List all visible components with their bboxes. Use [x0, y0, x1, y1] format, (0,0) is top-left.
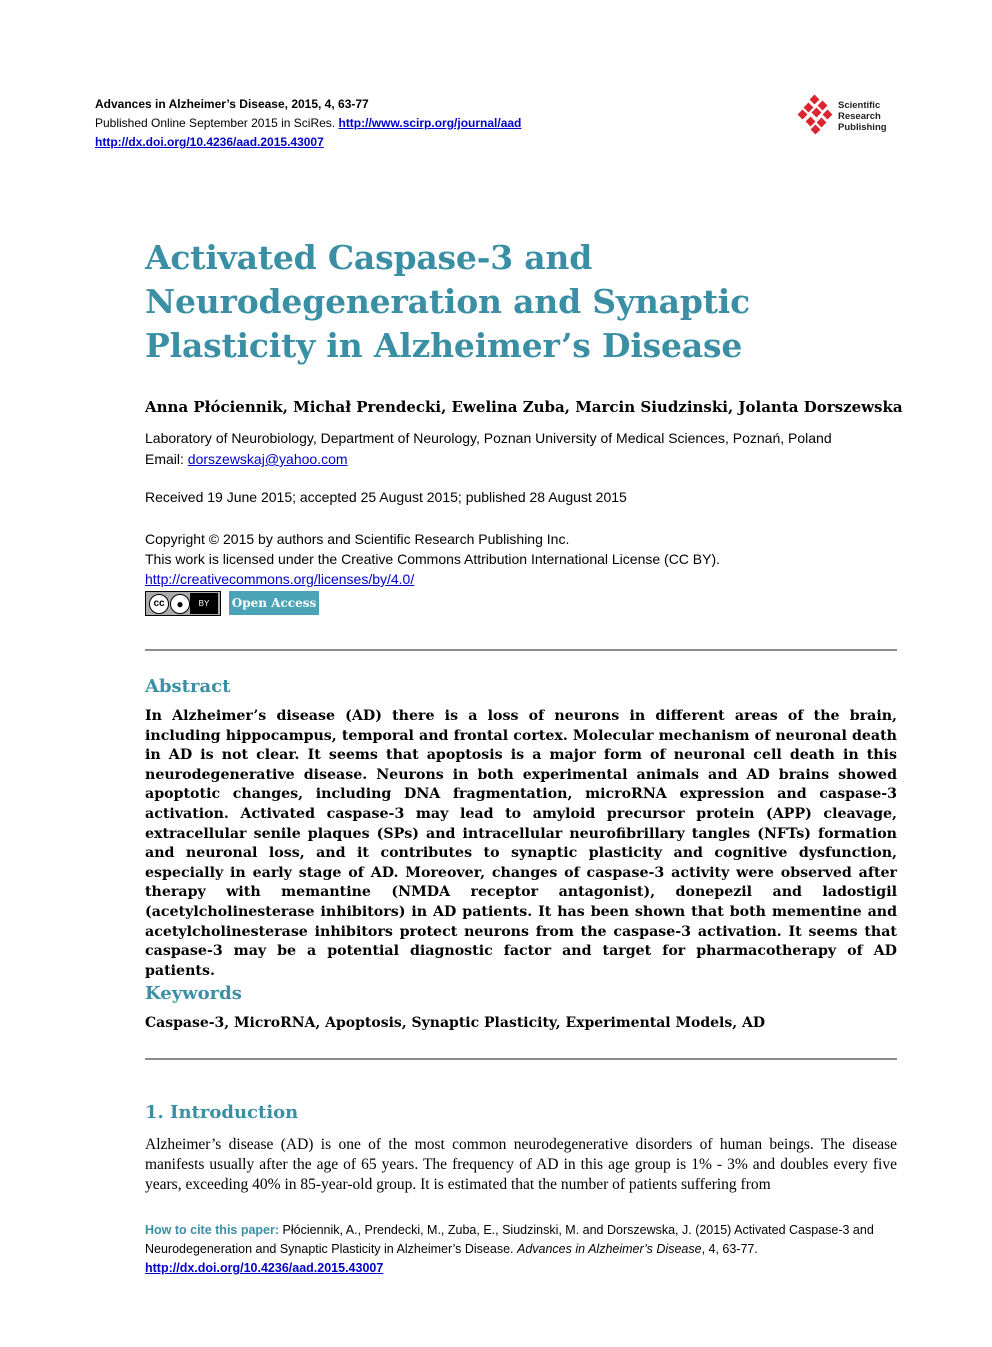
affiliation: Laboratory of Neurobiology, Department of Neurology, Poznan University of Medical Sciences, Poznań, Poland — [145, 430, 832, 446]
copyright-line: Copyright © 2015 by authors and Scientific Research Publishing Inc. — [145, 531, 570, 547]
copyright-block — [145, 529, 720, 589]
introduction-heading: 1. Introduction — [145, 1102, 299, 1123]
by-label: BY — [190, 593, 218, 614]
logo-text — [838, 100, 887, 133]
how-to-cite — [145, 1221, 897, 1278]
author-list: Anna Płóciennik, Michał Prendecki, Ewelina Zuba, Marcin Siudzinski, Jolanta Dorszewska — [145, 398, 903, 416]
journal-header — [95, 95, 521, 152]
logo-line-3: Publishing — [838, 122, 887, 133]
email-link[interactable]: dorszewskaj@yahoo.com — [187, 451, 348, 467]
abstract-text: In Alzheimer’s disease (AD) there is a loss of neurons in different areas of the brain, including hippocampus, temporal and frontal cortex. Molecular mechanism of neuronal death in AD is not clear. It seems that apoptosis is a major form of neuronal cell death in this neurodegenerative disease. Neurons in both experimental animals and AD brains showed apoptotic changes, including DNA fragmentation, microRNA expression and caspase-3 activation. Activated caspase-3 may lead to amyloid precursor protein (APP) cleavage, extracellular senile plaques (SPs) and intracellular neurofibrillary tangles (NFTs) formation and neuronal loss, and it contributes to synaptic plasticity and cognitive dysfunction, especially in early stage of AD. Moreover, changes of caspase-3 activity were observed after therapy with memantine (NMDA receptor antagonist), donepezil and ladostigil (acetylcholinesterase inhibitors) in AD patients. It has been shown that both mementine and acetylcholinesterase inhibitors protect neurons from the caspase-3 activation. It seems that caspase-3 may be a potential diagnostic factor and target for pharmacotherapy of AD patients. — [145, 708, 897, 979]
journal-url-link[interactable]: http://www.scirp.org/journal/aad — [338, 116, 522, 130]
cc-icon: cc — [149, 594, 169, 614]
keywords-heading: Keywords — [145, 983, 242, 1004]
abstract-heading: Abstract — [145, 676, 231, 697]
logo-line-2: Research — [838, 111, 881, 122]
cite-journal: Advances in Alzheimer’s Disease — [516, 1242, 702, 1256]
publication-dates: Received 19 June 2015; accepted 25 August 2015; published 28 August 2015 — [145, 489, 627, 505]
divider-bottom — [145, 1058, 897, 1060]
cite-volume: , 4, 63-77. — [701, 1242, 758, 1256]
keywords-list: Caspase-3, MicroRNA, Apoptosis, Synaptic Plasticity, Experimental Models, AD — [145, 1015, 765, 1031]
email-label: Email: — [145, 451, 184, 467]
published-line — [95, 114, 521, 133]
person-icon: ● — [170, 594, 190, 614]
cc-by-badge[interactable] — [145, 591, 221, 616]
email-line — [145, 449, 832, 470]
cite-text: Płóciennik, A., Prendecki, M., Zuba, E., Siudzinski, M. and Dorszewska, J. (2015) Activated Caspase-3 and Neurodegeneration and Synaptic Plasticity in Alzheimer’s Disease. — [145, 1223, 874, 1256]
published-text: Published Online September 2015 in SciRes. — [95, 116, 336, 130]
cite-label: How to cite this paper: — [145, 1223, 280, 1237]
cite-doi-link[interactable]: http://dx.doi.org/10.4236/aad.2015.43007 — [145, 1261, 384, 1275]
scientific-research-publishing-logo — [796, 94, 906, 138]
open-access-badge[interactable]: Open Access — [229, 591, 319, 615]
license-line: This work is licensed under the Creative Commons Attribution International License (CC BY). — [145, 551, 721, 567]
license-link[interactable]: http://creativecommons.org/licenses/by/4.0/ — [145, 571, 415, 587]
introduction-text: Alzheimer’s disease (AD) is one of the most common neurodegenerative disorders of human beings. The disease manifests usually after the age of 65 years. The frequency of AD in this age group is 1% - 3% and doubles every five years, exceeding 40% in 85-year-old group. It is estimated that the number of patients suffering from — [145, 1136, 897, 1193]
logo-line-1: Scientific — [838, 100, 881, 111]
paper-title: Activated Caspase-3 and Neurodegeneration and Synaptic Plasticity in Alzheimer’s Disease — [145, 238, 750, 365]
divider-top — [145, 649, 897, 651]
affiliation-block — [145, 428, 832, 470]
doi-link[interactable]: http://dx.doi.org/10.4236/aad.2015.43007 — [95, 135, 324, 149]
logo-diamond-icon — [796, 94, 838, 138]
journal-citation-line: Advances in Alzheimer’s Disease, 2015, 4, 63-77 — [95, 97, 369, 111]
